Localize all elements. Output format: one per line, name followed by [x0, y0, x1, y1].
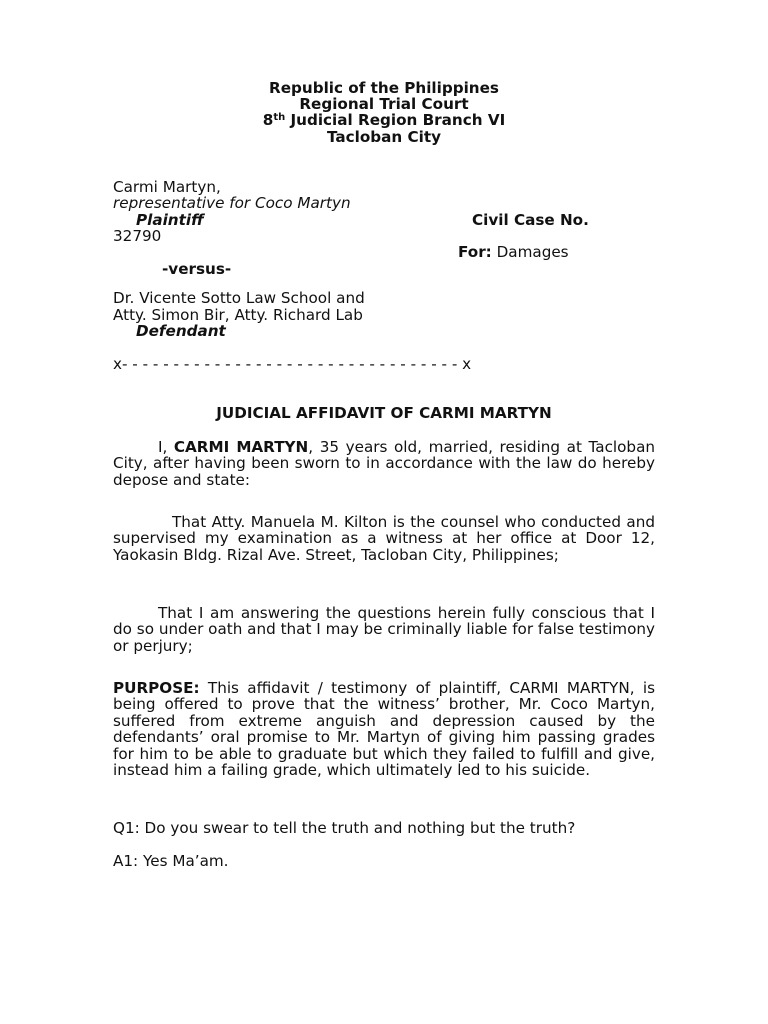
header-region-text: Judicial Region Branch VI: [285, 111, 506, 129]
plaintiff-label: Plaintiff: [136, 211, 204, 229]
purpose-label: PURPOSE:: [113, 679, 200, 697]
affidavit-title: JUDICIAL AFFIDAVIT OF CARMI MARTYN: [216, 404, 552, 422]
defendant-line-2: Atty. Simon Bir, Atty. Richard Lab: [113, 306, 363, 324]
intro-paragraph: [113, 439, 655, 488]
header-court: Regional Trial Court: [299, 95, 469, 113]
case-number-label: Civil Case No.: [472, 211, 589, 229]
plaintiff-name: Carmi Martyn,: [113, 178, 221, 196]
header-region: [0, 112, 768, 128]
case-nature-value: Damages: [491, 243, 569, 261]
header-city: Tacloban City: [326, 128, 442, 146]
affiant-name: CARMI MARTYN: [173, 438, 309, 456]
intro-text: , 35 years old, married, residing at Tacloban City, after having been sworn to in accordance with the law do hereby depose and state:: [113, 438, 656, 489]
case-number-value: 32790: [113, 227, 162, 245]
answer-1: A1: Yes Ma’am.: [113, 852, 229, 870]
oath-paragraph: That I am answering the questions herein fully conscious that I do so under oath and that I may be criminally liable for false testimony or perjury;: [113, 604, 655, 655]
defendant-label: Defendant: [136, 322, 226, 340]
question-1: Q1: Do you swear to tell the truth and nothing but the truth?: [113, 819, 576, 837]
plaintiff-role: representative for Coco Martyn: [113, 194, 351, 212]
purpose-paragraph: [113, 680, 655, 778]
purpose-text: This affidavit / testimony of plaintiff, CARMI MARTYN, is being offered to prove that the witness’ brother, Mr. Coco Martyn, suffered from extreme anguish and depression caused by the defendants’ oral promise to Mr. Martyn of giving him passing grades for him to be able to graduate but which they failed to fulfill and give, instead him a failing grade, which ultimately led to his suicide.: [113, 679, 655, 780]
counsel-paragraph: That Atty. Manuela M. Kilton is the counsel who conducted and supervised my examination as a witness at her office at Door 12, Yaokasin Bldg. Rizal Ave. Street, Tacloban City, Philippines;: [113, 513, 655, 564]
header-region-superscript: th: [273, 112, 286, 123]
defendant-line-1: Dr. Vicente Sotto Law School and: [113, 289, 365, 307]
case-nature: [458, 244, 569, 260]
header-republic: Republic of the Philippines: [269, 79, 499, 97]
case-nature-label: For:: [458, 243, 492, 261]
intro-prefix: I,: [158, 438, 174, 456]
header-region-number: 8: [262, 111, 274, 129]
versus-label: -versus-: [162, 260, 232, 278]
caption-separator: x- - - - - - - - - - - - - - - - - - - - - - - - - - - - - - - - - x: [113, 355, 472, 373]
